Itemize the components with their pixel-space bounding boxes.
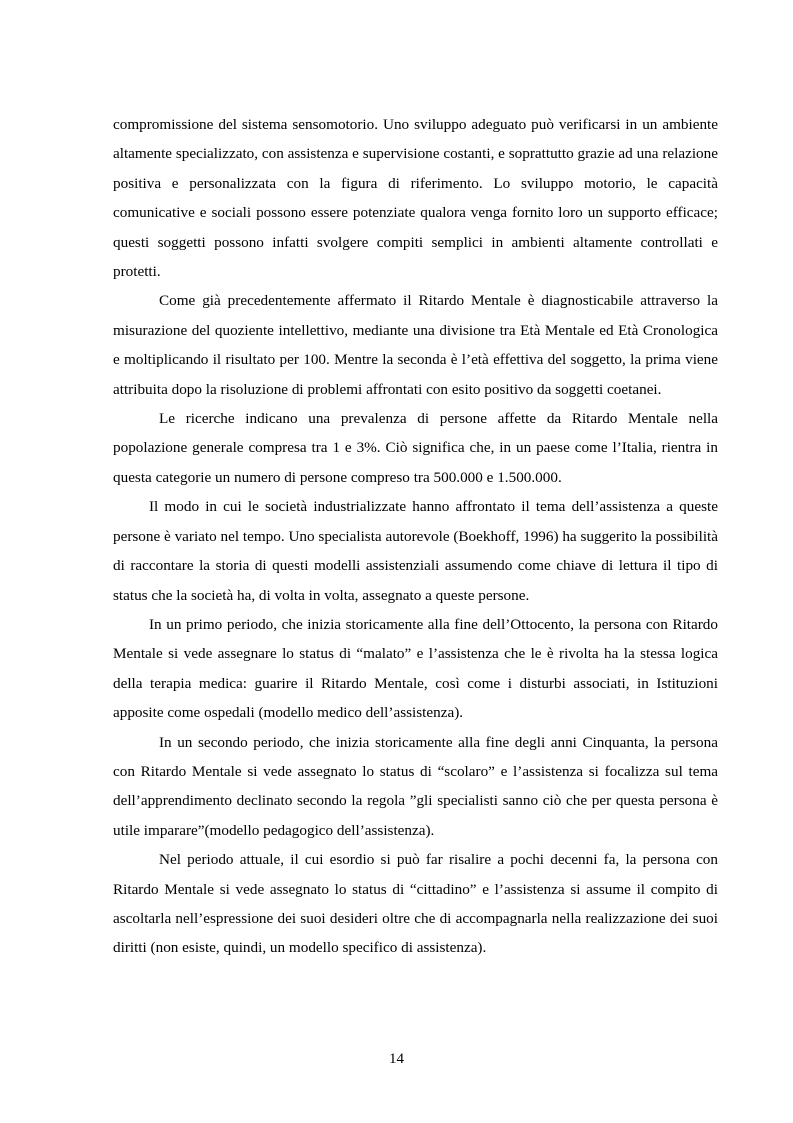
- page-number: 14: [389, 1051, 404, 1067]
- paragraph-quoziente-intellettivo: Come già precedentemente affermato il Ritardo Mentale è diagnosticabile attraverso la misurazione del quoziente intellettivo, mediante una divisione tra Età Mentale ed Età Cronologica e moltiplicando il risultato per 100. Mentre la seconda è l’età effettiva del soggetto, la prima viene attribuita dopo la risoluzione di problemi affrontati con esito positivo da soggetti coetanei.: [113, 292, 718, 398]
- paragraph-prevalenza: Le ricerche indicano una prevalenza di persone affette da Ritardo Mentale nella popolazione generale compresa tra 1 e 3%. Ciò significa che, in un paese come l’Italia, rientra in questa categorie un numero di persone compreso tra 500.000 e 1.500.000.: [113, 410, 718, 486]
- paragraph-modelli-assistenziali: Il modo in cui le società industrializzate hanno affrontato il tema dell’assistenza a queste persone è variato nel tempo. Uno specialista autorevole (Boekhoff, 1996) ha suggerito la possibilità di raccontare la storia di questi modelli assistenziali assumendo come chiave di lettura il tipo di status che la società ha, di volta in volta, assegnato a queste persone.: [113, 498, 718, 604]
- paragraph-modello-medico: In un primo periodo, che inizia storicamente alla fine dell’Ottocento, la persona con Ritardo Mentale si vede assegnare lo status di “malato” e l’assistenza che le è rivolta ha la stessa logica della terapia medica: guarire il Ritardo Mentale, così come i disturbi associati, in Istituzioni apposite come ospedali (modello medico dell’assistenza).: [113, 615, 718, 722]
- paragraph-periodo-attuale: Nel periodo attuale, il cui esordio si può far risalire a pochi decenni fa, la persona con Ritardo Mentale si vede assegnato lo status di “cittadino” e l’assistenza si assume il compito di ascoltarla nell’espressione dei suoi desideri oltre che di accompagnarla nella realizzazione dei suoi diritti (non esiste, quindi, un modello specifico di assistenza).: [113, 851, 718, 957]
- paragraph-continuation: compromissione del sistema sensomotorio. Uno sviluppo adeguato può verificarsi in un ambiente altamente specializzato, con assistenza e supervisione costanti, e soprattutto grazie ad una relazione positiva e personalizzata con la figura di riferimento. Lo sviluppo motorio, le capacità comunicative e sociali possono essere potenziate qualora venga fornito loro un supporto efficace; questi soggetti possono infatti svolgere compiti semplici in ambienti altamente controllati e protetti.: [113, 116, 718, 281]
- paragraph-modello-pedagogico: In un secondo periodo, che inizia storicamente alla fine degli anni Cinquanta, la persona con Ritardo Mentale si vede assegnato lo status di “scolaro” e l’assistenza si focalizza sul tema dell’apprendimento declinato secondo la regola ”gli specialisti sanno ciò che per questa persona è utile imparare”(modello pedagogico dell’assistenza).: [113, 733, 718, 839]
- body-text: [113, 110, 718, 963]
